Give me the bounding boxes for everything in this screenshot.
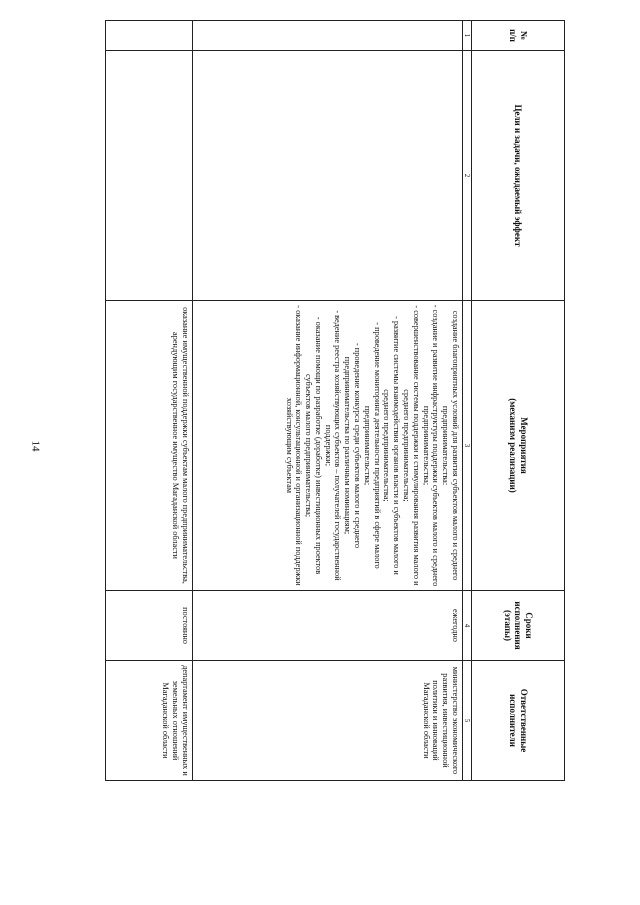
- header-measures: Мероприятия (механизм реализации): [471, 301, 564, 591]
- header-number: № п/п: [471, 21, 564, 51]
- rotated-table-container: [105, 20, 565, 780]
- column-number-row: [462, 21, 471, 781]
- measures-cell: создание благоприятных условий для развития субъектов малого и среднего предпринимательства: - создание и развитие инфраструктуры поддержки субъектов малого и среднего предпринимательства; - совершенствование системы поддержки и стимулирования развития малого и среднего предпринимательства; - развитие системы взаимодействия органов власти и субъектов малого и среднего предпринимательства; - проведение мониторинга деятельности предприятий в сфере малого предпринимательства; - проведение конкурса среди субъектов малого и среднего предпринимательства по различным номинациям; - ведение реестра хозяйствующих субъектов – получателей государственной поддержки; - оказание помощи по разработке (доработке) инвестиционных проектов субъектов малого предпринимательства; - оказание информационной, консультационной и организационной поддержки хозяйствующим субъектам: [192, 301, 462, 591]
- row-number-cell: [106, 21, 193, 51]
- goals-cell: [106, 51, 193, 301]
- goals-cell: [192, 51, 462, 301]
- table-row: [106, 21, 193, 781]
- measures-table: [105, 20, 565, 781]
- row-number-cell: [192, 21, 462, 51]
- header-row: [471, 21, 564, 781]
- responsible-cell: министерство экономического развития, инвестиционной политики и инноваций Магаданской области: [192, 661, 462, 781]
- column-number: 2: [462, 51, 471, 301]
- column-number: 4: [462, 591, 471, 661]
- column-number: 3: [462, 301, 471, 591]
- column-number: 1: [462, 21, 471, 51]
- term-cell: ежегодно: [192, 591, 462, 661]
- responsible-cell: департамент имущественных и земельных отношений Магаданской области: [106, 661, 193, 781]
- column-number: 5: [462, 661, 471, 781]
- header-responsible: Ответственные исполнители: [471, 661, 564, 781]
- measures-cell: оказание имущественной поддержки субъектам малого предпринимательства, арендующим государственное имущество Магаданской области: [106, 301, 193, 591]
- header-terms: Сроки исполнения (этапы): [471, 591, 564, 661]
- term-cell: постоянно: [106, 591, 193, 661]
- table-row: [192, 21, 462, 781]
- header-goals: Цели и задачи, ожидаемый эффект: [471, 51, 564, 301]
- page-number: 14: [29, 440, 42, 452]
